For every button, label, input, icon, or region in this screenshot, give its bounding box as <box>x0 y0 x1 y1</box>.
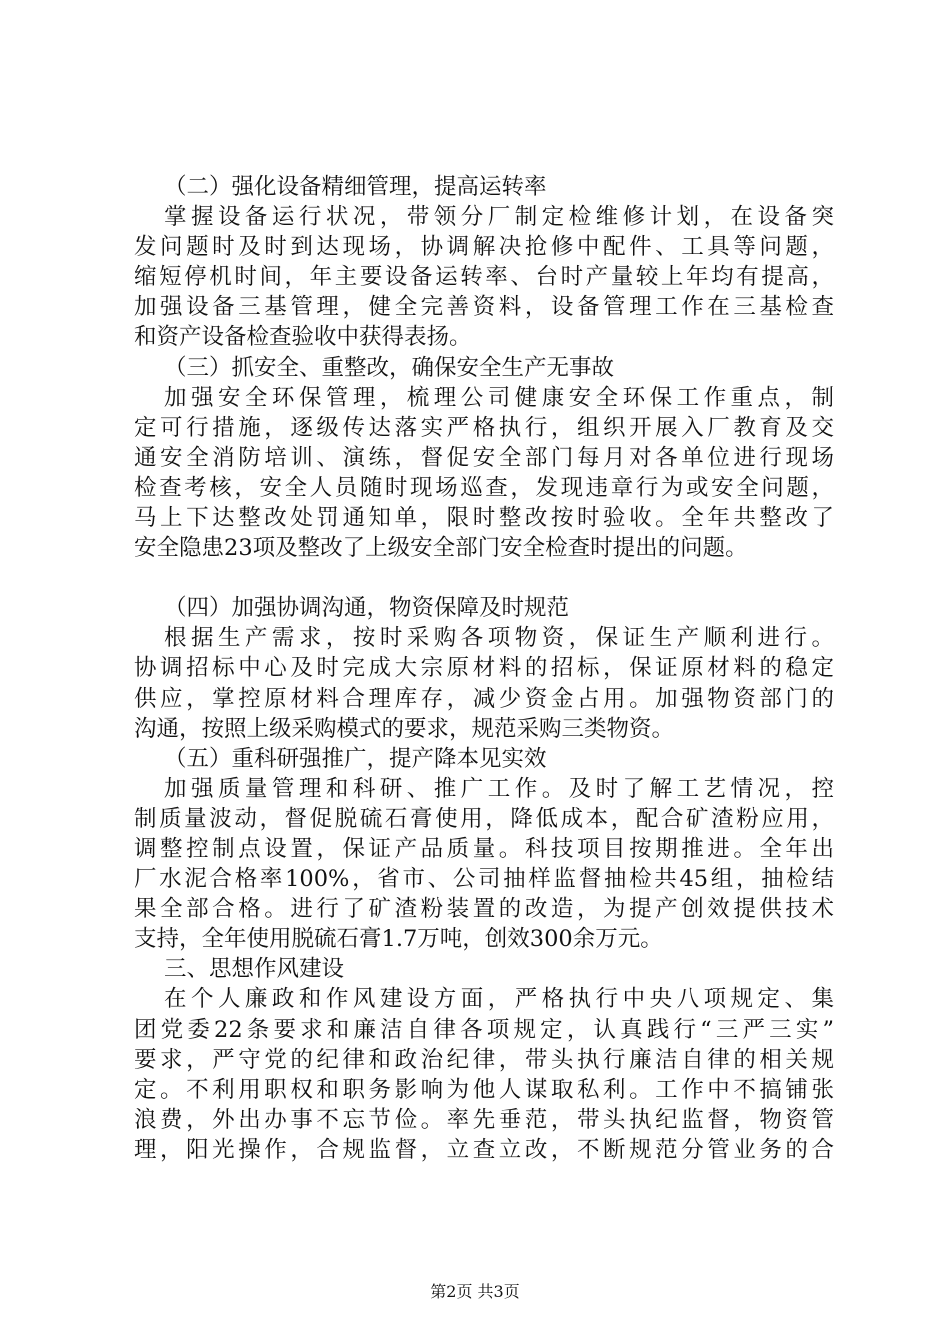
paragraph-line: 安全隐患23项及整改了上级安全部门安全检查时提出的问题。 <box>134 535 748 562</box>
paragraph-line: 根据生产需求，按时采购各项物资，保证生产顺利进行。 <box>164 625 834 652</box>
paragraph-line: 缩短停机时间，年主要设备运转率、台时产量较上年均有提高， <box>134 264 834 291</box>
paragraph-line: 掌握设备运行状况，带领分厂制定检维修计划，在设备突 <box>164 204 834 231</box>
paragraph-line: 发问题时及时到达现场，协调解决抢修中配件、工具等问题， <box>134 234 834 261</box>
paragraph-line: 定。不利用职权和职务影响为他人谋取私利。工作中不搞铺张 <box>134 1076 834 1103</box>
paragraph-line: 厂水泥合格率100%，省市、公司抽样监督抽检共45组，抽检结 <box>134 866 834 893</box>
paragraph-line: 供应，掌控原材料合理库存，减少资金占用。加强物资部门的 <box>134 685 834 712</box>
paragraph-line: 制质量波动，督促脱硫石膏使用，降低成本，配合矿渣粉应用， <box>134 805 834 832</box>
paragraph-line: 调整控制点设置，保证产品质量。科技项目按期推进。全年出 <box>134 835 834 862</box>
section-heading: （二）强化设备精细管理，提高运转率 <box>164 174 547 200</box>
section-heading: （五）重科研强推广，提产降本见实效 <box>164 745 547 772</box>
paragraph-line: 果全部合格。进行了矿渣粉装置的改造，为提产创效提供技术 <box>134 896 834 923</box>
paragraph-line: 马上下达整改处罚通知单，限时整改按时验收。全年共整改了 <box>134 505 834 532</box>
paragraph-line: 在个人廉政和作风建设方面，严格执行中央八项规定、集 <box>164 986 834 1013</box>
paragraph-line: 浪费，外出办事不忘节俭。率先垂范，带头执纪监督，物资管 <box>134 1106 834 1133</box>
paragraph-gap <box>134 563 834 593</box>
paragraph-line: 加强质量管理和科研、推广工作。及时了解工艺情况，控 <box>164 775 834 802</box>
section-heading: （三）抓安全、重整改，确保安全生产无事故 <box>164 354 615 381</box>
paragraph-line: 加强设备三基管理，健全完善资料，设备管理工作在三基检查 <box>134 294 834 321</box>
section-heading: 三、思想作风建设 <box>164 956 345 983</box>
paragraph-line: 加强安全环保管理，梳理公司健康安全环保工作重点，制 <box>164 384 834 411</box>
page-footer: 第2页 共3页 <box>430 1282 520 1301</box>
paragraph-line: 要求，严守党的纪律和政治纪律，带头执行廉洁自律的相关规 <box>134 1046 834 1073</box>
document-body <box>134 172 834 1165</box>
paragraph-line: 通安全消防培训、演练，督促安全部门每月对各单位进行现场 <box>134 444 834 471</box>
section-heading: （四）加强协调沟通，物资保障及时规范 <box>164 595 570 622</box>
paragraph-line: 检查考核，安全人员随时现场巡查，发现违章行为或安全问题， <box>134 474 834 501</box>
paragraph-line: 协调招标中心及时完成大宗原材料的招标，保证原材料的稳定 <box>134 655 834 682</box>
paragraph-line: 团党委22条要求和廉洁自律各项规定，认真践行“三严三实” <box>134 1016 834 1043</box>
paragraph-line: 理，阳光操作，合规监督，立查立改，不断规范分管业务的合 <box>134 1136 834 1163</box>
paragraph-line: 定可行措施，逐级传达落实严格执行，组织开展入厂教育及交 <box>134 414 834 441</box>
paragraph-line: 沟通，按照上级采购模式的要求，规范采购三类物资。 <box>134 715 675 742</box>
paragraph-line: 和资产设备检查验收中获得表扬。 <box>134 324 472 351</box>
paragraph-line: 支持，全年使用脱硫石膏1.7万吨，创效300余万元。 <box>134 926 663 953</box>
